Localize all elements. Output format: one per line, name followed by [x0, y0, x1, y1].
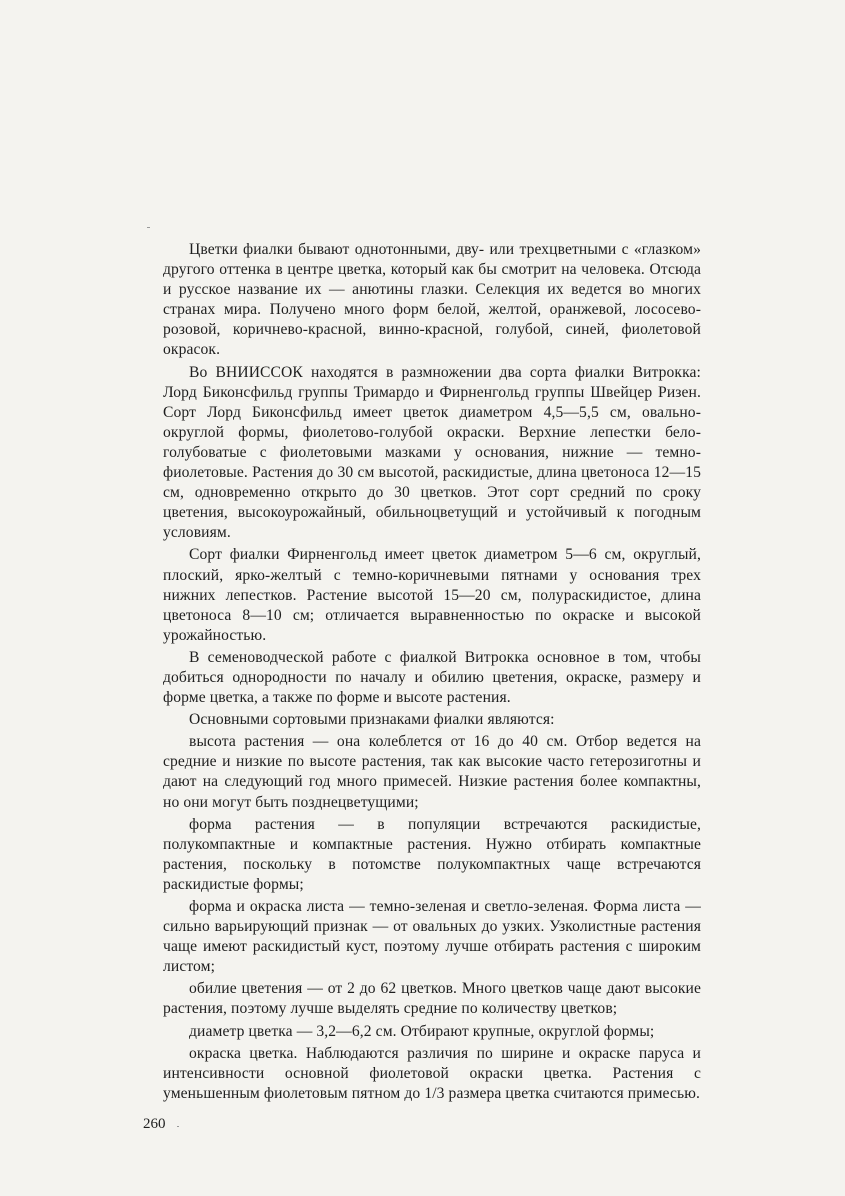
trait-plant-form: форма растения — в популяции встречаются раскидистые, полукомпактные и компактные растения. Нужно отбирать компактные растения, поскольку в потомстве полукомпактных чаще встречаются раскидистые формы; [163, 815, 701, 893]
trait-flower-color: окраска цветка. Наблюдаются различия по ширине и окраске паруса и интенсивности основной фиолетовой окраски цветка. Растения с уменьшенным фиолетовым пятном до 1/3 размера цветка считаются примесью. [163, 1044, 701, 1102]
paragraph-firnengold: Сорт фиалки Фирненгольд имеет цветок диаметром 5—6 см, округлый, плоский, ярко-желтый с темно-коричневыми пятнами у основания трех нижних лепестков. Растение высотой 15—20 см, полураскидистое, длина цветоноса 8—10 см; отличается выравненностью по окраске и высокой урожайностью. [163, 546, 701, 644]
trait-leaf-form-color: форма и окраска листа — темно-зеленая и светло-зеленая. Форма листа — сильно варьирующий признак — от овальных до узких. Узколистные растения чаще имеют раскидистый куст, поэтому лучше отбирать растения с широким листом; [163, 898, 701, 976]
trait-flower-diameter: диаметр цветка — 3,2—6,2 см. Отбирают крупные, округлой формы; [189, 1022, 655, 1040]
paragraph-vniissok-varieties: Во ВНИИССОК находятся в размножении два сорта фиалки Витрокка: Лорд Биконсфильд группы Тримардо и Фирненгольд группы Швейцер Ризен. Сорт Лорд Биконсфильд имеет цветок диаметром 4,5—5,5 см, овально-округлой формы, фиолетово-голубой окраски. Верхние лепестки бело-голубоватые с фиолетовыми мазками у основания, нижние — темно-фиолетовые. Растения до 30 см высотой, раскидистые, длина цветоноса 12—15 см, одновременно открыто до 30 цветков. Этот сорт средний по сроку цветения, высокоурожайный, обильноцветущий и устойчивый к погодным условиям. [163, 363, 701, 542]
scan-speck [177, 1126, 179, 1127]
body-text [163, 240, 701, 1106]
paragraph-seed-work: В семеноводческой работе с фиалкой Витрокка основное в том, чтобы добиться однородности по началу и обилию цветения, окраске, размеру и форме цветка, а также по форме и высоте растения. [163, 648, 701, 707]
paragraph-traits-intro: Основными сортовыми признаками фиалки являются: [189, 711, 555, 729]
page-number: 260 [143, 1116, 166, 1132]
trait-flowering-abundance: обилие цветения — от 2 до 62 цветков. Много цветков чаще дают высокие растения, поэтому лучше выделять средние по количеству цветков; [163, 980, 701, 1018]
paragraph-flower-colors: Цветки фиалки бывают однотонными, дву- или трехцветными с «глазком» другого оттенка в центре цветка, который как бы смотрит на человека. Отсюда и русское название их — анютины глазки. Селекция их ведется во многих странах мира. Получено много форм белой, желтой, оранжевой, лососево-розовой, коричнево-красной, винно-красной, голубой, синей, фиолетовой окрасок. [163, 241, 701, 359]
scan-speck [147, 227, 150, 228]
trait-plant-height: высота растения — она колеблется от 16 до 40 см. Отбор ведется на средние и низкие по высоте растения, так как высокие часто гетерозиготны и дают на следующий год много примесей. Низкие растения более компактны, но они могут быть позднецветущими; [163, 733, 701, 811]
